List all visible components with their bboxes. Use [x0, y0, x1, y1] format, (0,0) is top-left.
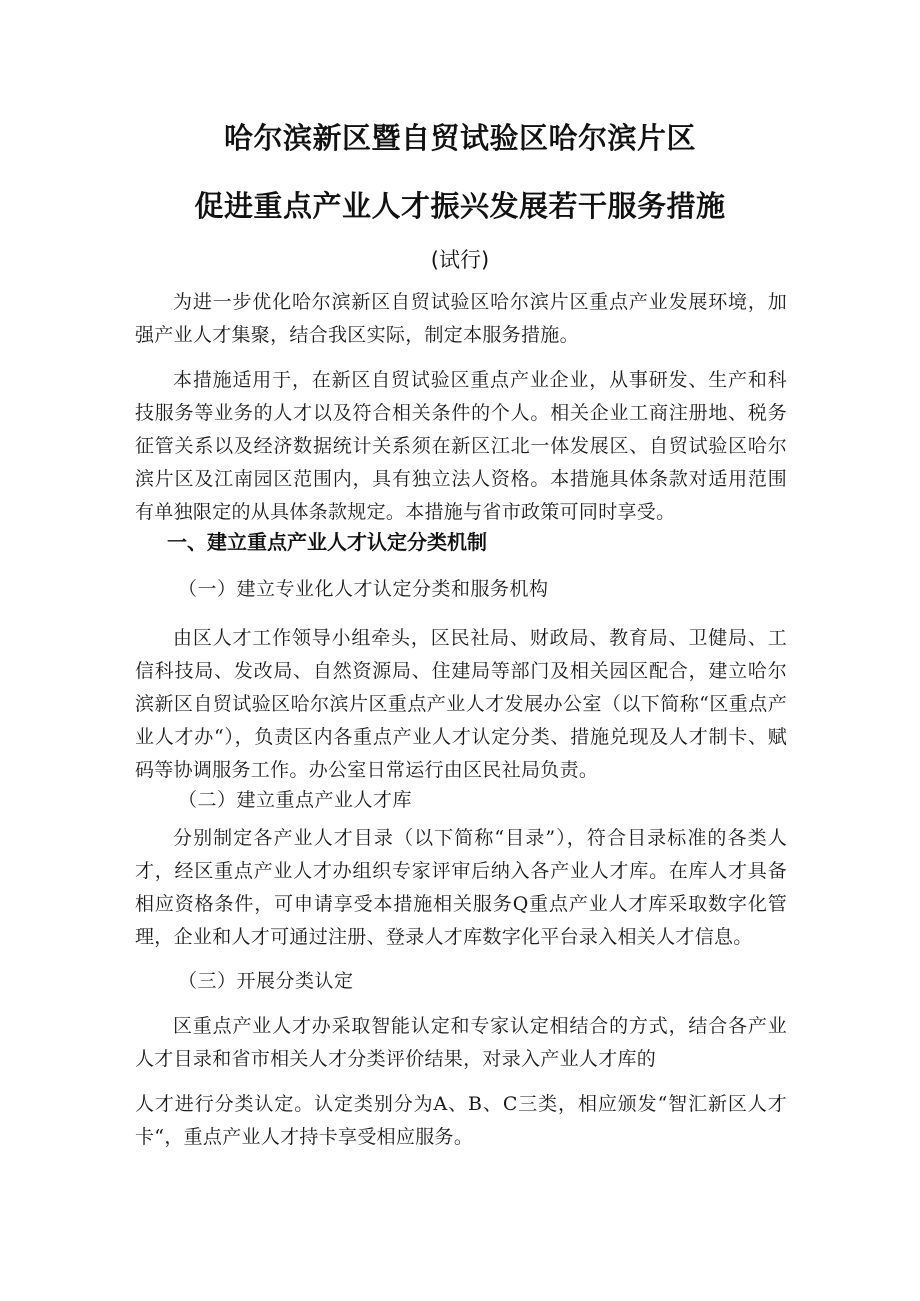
- subsection-3-body-part-1: 区重点产业人才办采取智能认定和专家认定相结合的方式，结合各产业人才目录和省市相关人才分类评价结果，对录入产业人才库的: [135, 1015, 787, 1070]
- subsection-1-body: 由区人才工作领导小组牵头，区民社局、财政局、教育局、卫健局、工信科技局、发改局、自然资源局、住建局等部门及相关园区配合，建立哈尔滨新区自贸试验区哈尔滨片区重点产业人才发展办公室（以下简称“区重点产业人才办“），负责区内各重点产业人才认定分类、措施兑现及人才制卡、赋码等协调服务工作。办公室日常运行由区民社局负责。: [135, 627, 787, 781]
- subsection-3-heading: （三）开展分类认定: [178, 970, 354, 992]
- document-title-line-2: 促进重点产业人才振兴发展若干服务措施: [194, 189, 726, 223]
- document-title-line-1: 哈尔滨新区暨自贸试验区哈尔滨片区: [223, 121, 696, 155]
- intro-paragraph: 为进一步优化哈尔滨新区自贸试验区哈尔滨片区重点产业发展环境，加强产业人才集聚，结合我区实际，制定本服务措施。: [135, 291, 787, 346]
- subsection-3-body-part-2: 人才进行分类认定。认定类别分为A、B、C三类，相应颁发“智汇新区人才卡“，重点产业人才持卡享受相应服务。: [135, 1093, 787, 1148]
- subsection-1-heading: （一）建立专业化人才认定分类和服务机构: [178, 578, 549, 600]
- scope-paragraph: 本措施适用于，在新区自贸试验区重点产业企业，从事研发、生产和科技服务等业务的人才以及符合相关条件的个人。相关企业工商注册地、税务征管关系以及经济数据统计关系须在新区江北一体发展区、自贸试验区哈尔滨片区及江南园区范围内，具有独立法人资格。本措施具体条款对适用范围有单独限定的从具体条款规定。本措施与省市政策可同时享受。: [135, 369, 787, 523]
- section-1-heading: 一、建立重点产业人才认定分类机制: [167, 530, 487, 554]
- subsection-2-body: 分别制定各产业人才目录（以下简称“目录”），符合目录标准的各类人才，经区重点产业人才办组织专家评审后纳入各产业人才库。在库人才具备相应资格条件，可申请享受本措施相关服务Q重点产业人才库采取数字化管理，企业和人才可通过注册、登录人才库数字化平台录入相关人才信息。: [135, 827, 787, 948]
- document-subtitle: (试行): [430, 248, 490, 272]
- subsection-2-heading: （二）建立重点产业人才库: [178, 789, 413, 811]
